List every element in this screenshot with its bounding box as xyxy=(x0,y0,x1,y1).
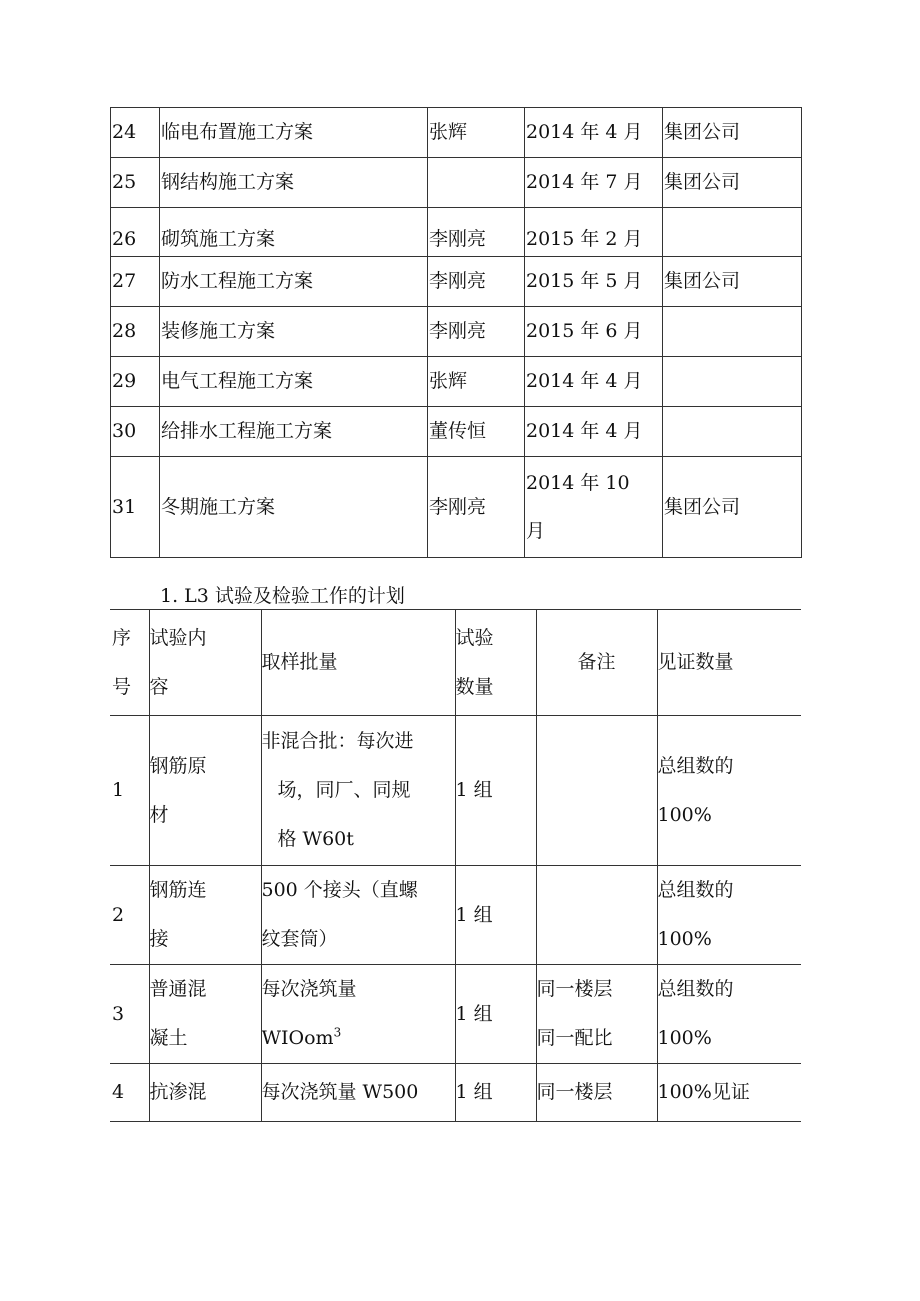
header-no-line: 号 xyxy=(112,675,132,698)
header-remark: 备注 xyxy=(536,610,657,716)
test-batch-line xyxy=(262,1014,455,1063)
test-inspection-plan-table xyxy=(110,609,801,1122)
header-content-line: 试验内 xyxy=(149,626,207,649)
plan-date xyxy=(525,457,663,558)
header-no xyxy=(110,610,149,716)
plan-approver: 集团公司 xyxy=(663,158,802,208)
test-witness-line: 100% xyxy=(657,928,712,950)
header-batch: 取样批量 xyxy=(261,610,455,716)
plan-name: 装修施工方案 xyxy=(160,307,428,357)
test-content-line: 凝土 xyxy=(149,1027,188,1049)
plan-person xyxy=(428,158,525,208)
plan-name: 防水工程施工方案 xyxy=(160,257,428,307)
construction-plan-table xyxy=(110,107,802,558)
plan-person: 李刚亮 xyxy=(428,307,525,357)
plan-date-line: 2014 年 10 xyxy=(526,472,630,494)
test-witness xyxy=(657,716,801,866)
batch-volume-exponent: 3 xyxy=(333,1025,342,1040)
header-content-line: 容 xyxy=(149,675,169,698)
test-no: 1 xyxy=(110,716,149,866)
test-remark xyxy=(536,716,657,866)
header-qty-line: 数量 xyxy=(455,675,494,698)
test-qty: 1 组 xyxy=(455,716,536,866)
test-witness xyxy=(657,965,801,1064)
test-qty: 1 组 xyxy=(455,1064,536,1122)
test-remark xyxy=(536,866,657,965)
test-content-line: 普通混 xyxy=(149,978,207,1000)
plan-date: 2014 年 4 月 xyxy=(525,108,663,158)
plan-date: 2014 年 4 月 xyxy=(525,407,663,457)
test-batch-line: 每次浇筑量 xyxy=(261,978,357,1000)
test-witness-line: 100% xyxy=(657,803,712,826)
plan-name: 电气工程施工方案 xyxy=(160,357,428,407)
test-qty: 1 组 xyxy=(455,965,536,1064)
plan-date: 2014 年 7 月 xyxy=(525,158,663,208)
section-title: 1. L3 试验及检验工作的计划 xyxy=(160,585,405,607)
test-remark: 同一楼层 xyxy=(536,1064,657,1122)
test-batch xyxy=(261,716,455,866)
test-batch xyxy=(261,866,455,965)
test-witness-line: 总组数的 xyxy=(657,978,734,1000)
plan-date: 2015 年 5 月 xyxy=(525,257,663,307)
table-row xyxy=(110,965,801,1064)
plan-approver xyxy=(663,407,802,457)
table-row xyxy=(111,307,802,357)
table-row xyxy=(111,158,802,208)
test-remark-line: 同一楼层 xyxy=(536,978,613,1000)
header-witness: 见证数量 xyxy=(657,610,801,716)
test-batch-line: 场，同厂、同规 xyxy=(277,779,411,801)
plan-no: 30 xyxy=(111,407,160,457)
plan-person: 张辉 xyxy=(428,108,525,158)
batch-volume: WIOom xyxy=(261,1027,334,1049)
plan-no: 31 xyxy=(111,457,160,558)
table-row xyxy=(110,866,801,965)
test-content: 抗渗混 xyxy=(149,1064,261,1122)
plan-name: 钢结构施工方案 xyxy=(160,158,428,208)
plan-person: 张辉 xyxy=(428,357,525,407)
test-content xyxy=(149,866,261,965)
test-witness-line: 总组数的 xyxy=(657,754,734,777)
test-remark-line: 同一配比 xyxy=(536,1027,613,1049)
plan-approver: 集团公司 xyxy=(663,257,802,307)
test-batch-line: 格 W60t xyxy=(277,828,354,850)
plan-approver xyxy=(663,307,802,357)
plan-person: 李刚亮 xyxy=(428,257,525,307)
plan-no: 26 xyxy=(111,208,160,257)
test-remark xyxy=(536,965,657,1064)
test-witness-line: 100% xyxy=(657,1027,712,1049)
plan-person: 董传恒 xyxy=(428,407,525,457)
table-row xyxy=(110,716,801,866)
plan-name: 冬期施工方案 xyxy=(160,457,428,558)
plan-date: 2014 年 4 月 xyxy=(525,357,663,407)
header-no-line: 序 xyxy=(112,626,132,649)
plan-approver: 集团公司 xyxy=(663,108,802,158)
test-content-line: 钢筋连 xyxy=(149,879,207,901)
header-content xyxy=(149,610,261,716)
table-row xyxy=(111,108,802,158)
table-row xyxy=(111,257,802,307)
plan-name: 临电布置施工方案 xyxy=(160,108,428,158)
test-content xyxy=(149,965,261,1064)
test-content-line: 材 xyxy=(149,803,169,826)
plan-no: 29 xyxy=(111,357,160,407)
plan-date: 2015 年 6 月 xyxy=(525,307,663,357)
test-batch-line: 500 个接头（直螺 xyxy=(261,879,418,901)
plan-name: 给排水工程施工方案 xyxy=(160,407,428,457)
plan-approver xyxy=(663,208,802,257)
test-content-line: 钢筋原 xyxy=(149,754,207,777)
test-content-line: 接 xyxy=(149,928,169,950)
test-no: 3 xyxy=(110,965,149,1064)
plan-no: 25 xyxy=(111,158,160,208)
table-row xyxy=(111,457,802,558)
plan-person: 李刚亮 xyxy=(428,457,525,558)
table-row xyxy=(111,407,802,457)
header-qty-line: 试验 xyxy=(455,626,494,649)
test-batch xyxy=(261,965,455,1064)
plan-name: 砌筑施工方案 xyxy=(160,208,428,257)
plan-no: 24 xyxy=(111,108,160,158)
table-row xyxy=(111,357,802,407)
plan-no: 28 xyxy=(111,307,160,357)
test-no: 4 xyxy=(110,1064,149,1122)
test-qty: 1 组 xyxy=(455,866,536,965)
plan-no: 27 xyxy=(111,257,160,307)
test-witness xyxy=(657,866,801,965)
test-content xyxy=(149,716,261,866)
plan-date-line: 月 xyxy=(526,520,546,542)
plan-date: 2015 年 2 月 xyxy=(525,208,663,257)
table-row xyxy=(111,208,802,257)
test-witness: 100%见证 xyxy=(657,1064,801,1122)
plan-approver xyxy=(663,357,802,407)
test-witness-line: 总组数的 xyxy=(657,879,734,901)
header-qty xyxy=(455,610,536,716)
test-no: 2 xyxy=(110,866,149,965)
table-header-row xyxy=(110,610,801,716)
plan-person: 李刚亮 xyxy=(428,208,525,257)
test-batch: 每次浇筑量 W500 xyxy=(261,1064,455,1122)
test-batch-line: 非混合批：每次进 xyxy=(261,730,414,752)
table-row xyxy=(110,1064,801,1122)
test-batch-line: 纹套筒） xyxy=(261,928,338,950)
plan-approver: 集团公司 xyxy=(663,457,802,558)
